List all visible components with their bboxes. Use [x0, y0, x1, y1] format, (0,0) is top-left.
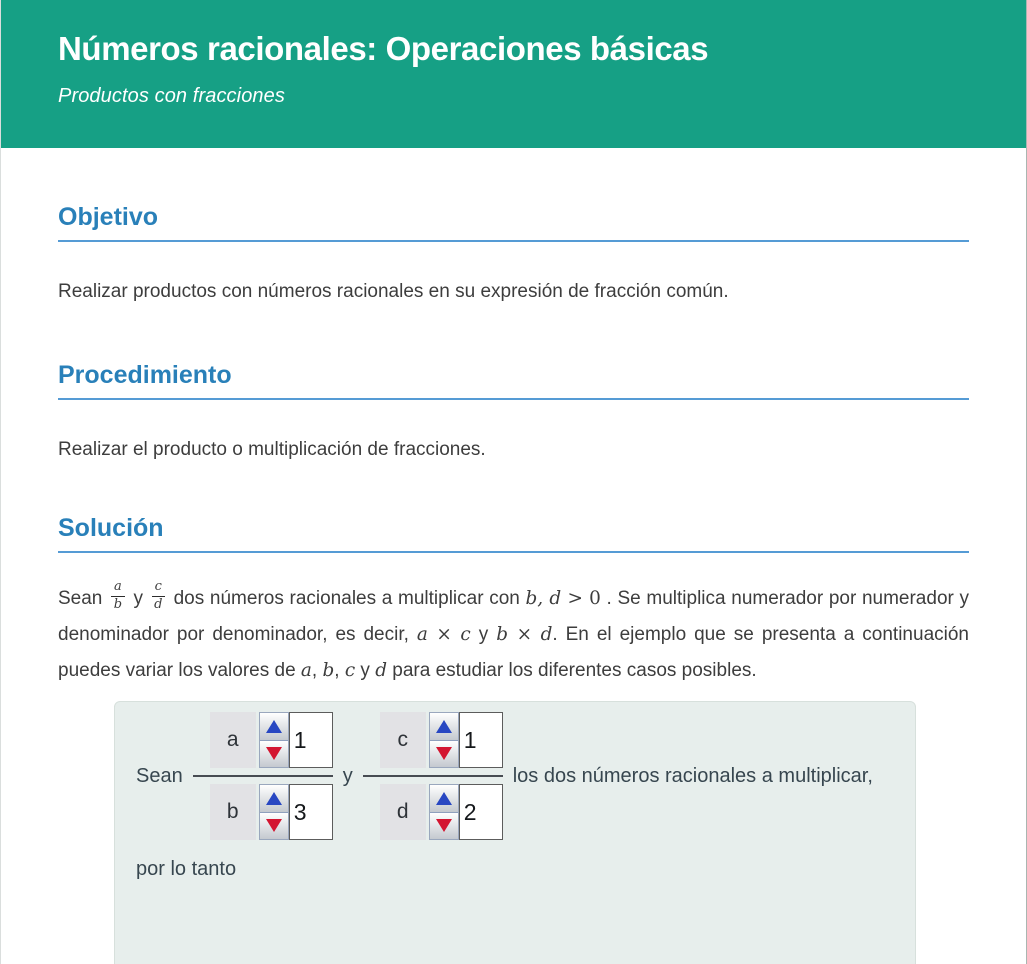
spinner-b-value-input[interactable] [289, 784, 333, 840]
spinner-a [210, 712, 333, 768]
procedimiento-text: Realizar el producto o multiplicación de fracciones. [58, 438, 486, 460]
fraction-bar-cd [363, 775, 503, 777]
math-run: b, d [525, 588, 562, 610]
math-run: > 0 [561, 588, 601, 610]
sean-label: Sean [136, 764, 183, 787]
spinner-c-value-input[interactable] [459, 712, 503, 768]
down-arrow-icon [266, 747, 282, 760]
inline-fraction: $\frac{c}{d}$ [152, 580, 165, 613]
text-run: . Se multiplica numerador por numerador y denominador por denominador, es decir, [58, 588, 970, 646]
math-run: d [540, 624, 553, 646]
math-run: c [460, 624, 471, 646]
spinner-a-decrement-button[interactable] [260, 741, 288, 768]
math-run: d [375, 660, 388, 682]
section-heading-solucion: Solución [58, 513, 969, 553]
down-arrow-icon [436, 819, 452, 832]
text-run: , [334, 660, 345, 682]
widget-expression-row [115, 702, 915, 840]
objetivo-text: Realizar productos con números racionales en su expresión de fracción común. [58, 281, 729, 302]
spinner-a-arrows [259, 712, 289, 768]
section-heading-objetivo: Objetivo [58, 202, 969, 242]
down-arrow-icon [436, 747, 452, 760]
up-arrow-icon [436, 720, 452, 733]
text-run: , [311, 660, 323, 682]
math-run: × [427, 624, 461, 646]
text-run: Sean [58, 588, 109, 610]
text-run: y [355, 660, 376, 682]
text-run: para estudiar los diferentes casos posibles. [387, 660, 757, 682]
spinner-c-label: c [380, 712, 426, 768]
up-arrow-icon [266, 792, 282, 805]
text-run: dos números racionales a multiplicar con [167, 588, 526, 610]
spinner-d-decrement-button[interactable] [430, 813, 458, 840]
solucion-text [58, 578, 970, 689]
math-run: b [322, 660, 335, 682]
widget-description: los dos números racionales a multiplicar, [512, 764, 873, 787]
por-lo-tanto-label: por lo tanto [136, 858, 237, 881]
spinner-d-arrows [429, 784, 459, 840]
spinner-d-value-input[interactable] [459, 784, 503, 840]
spinner-d-label: d [380, 784, 426, 840]
connector-y: y [342, 764, 353, 787]
spinner-b-arrows [259, 784, 289, 840]
spinner-d [380, 784, 503, 840]
down-arrow-icon [266, 819, 282, 832]
fraction-cd [363, 712, 503, 840]
math-run: × [508, 624, 541, 646]
page-subtitle: Productos con fracciones [58, 85, 285, 108]
spinner-b-decrement-button[interactable] [260, 813, 288, 840]
text-run: y [470, 624, 497, 646]
math-run: c [344, 660, 356, 682]
text-run: . En el ejemplo que se presenta a continuación puedes variar los valores de [58, 624, 969, 682]
fraction-bar-ab [193, 775, 333, 777]
section-heading-procedimiento: Procedimiento [58, 360, 969, 400]
spinner-c-decrement-button[interactable] [430, 741, 458, 768]
spinner-a-label: a [210, 712, 256, 768]
page-header [1, 0, 1026, 148]
up-arrow-icon [266, 720, 282, 733]
content [1, 202, 1026, 964]
up-arrow-icon [436, 792, 452, 805]
spinner-b-label: b [210, 784, 256, 840]
spinner-d-increment-button[interactable] [430, 785, 458, 813]
interactive-widget [114, 701, 916, 964]
spinner-c-increment-button[interactable] [430, 713, 458, 741]
inline-fraction: $\frac{a}{b}$ [111, 580, 125, 613]
spinner-a-value-input[interactable] [289, 712, 333, 768]
math-run: a [300, 660, 312, 682]
spinner-a-increment-button[interactable] [260, 713, 288, 741]
page-title: Números racionales: Operaciones básicas [58, 30, 709, 67]
spinner-b [210, 784, 333, 840]
spinner-b-increment-button[interactable] [260, 785, 288, 813]
text-run: y [127, 588, 149, 610]
math-run: b [496, 624, 509, 646]
spinner-c-arrows [429, 712, 459, 768]
math-run: a [416, 624, 428, 646]
spinner-c [380, 712, 503, 768]
fraction-ab [193, 712, 333, 840]
